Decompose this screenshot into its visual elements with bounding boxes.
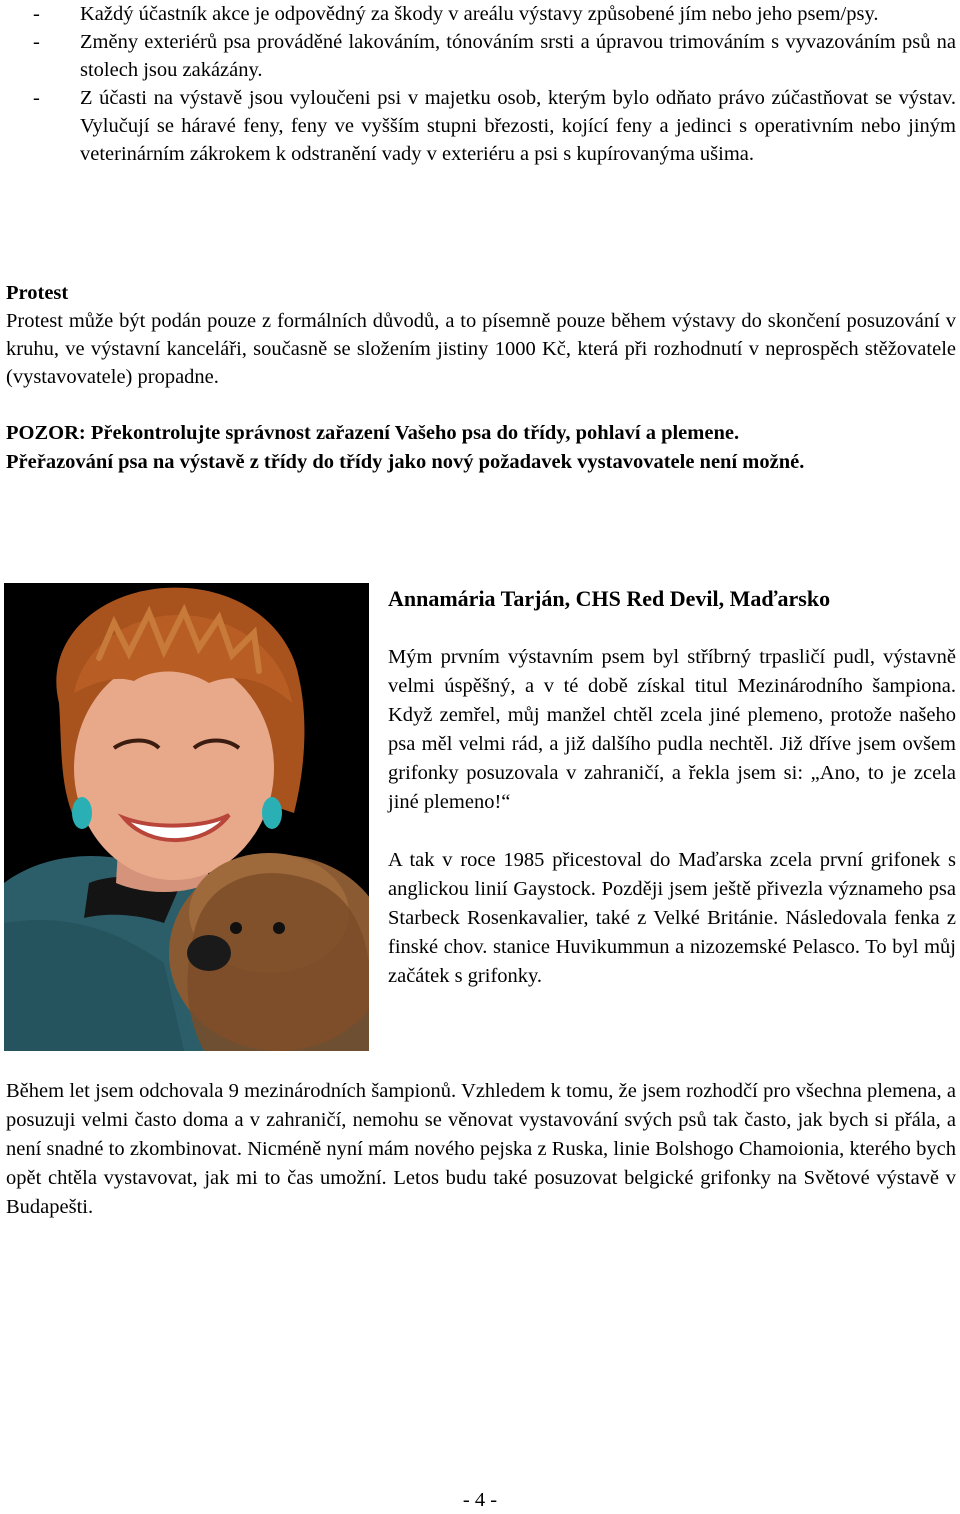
judge-bio-paragraph-3: Během let jsem odchovala 9 mezinárodních šampionů. Vzhledem k tomu, že jsem rozhodčí pro všechna plemena, a posuzuji velmi často doma a v zahraničí, nemohu se věnovat vystavování svých psů tak často, jak bych si přála, a není snadné to zkombinovat. Nicméně nyní mám nového pejska z Ruska, linie Bolshogo Chamoionia, kterého bych opět chtěla vystavovat, jak mi to čas umožní. Letos budu také posuzovat belgické grifonky na Světové výstavě v Budapešti.	[6, 1080, 956, 1218]
rule-item	[6, 84, 956, 168]
list-dash: -	[33, 31, 40, 53]
protest-heading: Protest	[6, 282, 69, 304]
warning-line-2: Přeřazování psa na výstavě z třídy do třídy jako nový požadavek vystavovatele není možné.	[6, 451, 805, 473]
judge-bio-paragraph-2: A tak v roce 1985 přicestoval do Maďarska zcela první grifonek s anglickou linií Gaystock. Později jsem ještě přivezla význameho psa Starbeck Rosenkavalier, také z Velké Británie. Následovala fenka z finské chov. stanice Huvikummun a nizozemské Pelasco. To byl můj začátek s grifonky.	[388, 849, 956, 987]
page-number: - 4 -	[462, 1489, 498, 1511]
list-dash: -	[33, 3, 40, 25]
judge-bio-paragraph-1: Mým prvním výstavním psem byl stříbrný trpasličí pudl, výstavně velmi úspěšný, a v té době získal titul Mezinárodního šampiona. Když zemřel, můj manžel chtěl zcela jiné plemeno, protože našeho psa měl velmi rád, a již dalšího pudla nechtěl. Již dříve jsem ovšem grifonky posuzovala v zahraničí, a řekla jsem si: „Ano, to je zcela jiné plemeno!“	[388, 646, 956, 813]
warning-notice	[6, 419, 956, 477]
warning-line-1: POZOR: Překontrolujte správnost zařazení Vašeho psa do třídy, pohlaví a plemene.	[6, 422, 740, 444]
rule-text: Změny exteriérů psa prováděné lakováním, tónováním srsti a úpravou trimováním s vyvazováním psů na stolech jsou zakázány.	[80, 31, 956, 81]
rule-item	[6, 28, 956, 84]
protest-paragraph: Protest může být podán pouze z formálních důvodů, a to písemně pouze během výstavy do skončení posuzování v kruhu, ve výstavní kanceláři, současně se složením jistiny 1000 Kč, která při rozhodnutí v neprospěch stěžovatele (vystavovatele) propadne.	[6, 310, 956, 388]
rule-text: Každý účastník akce je odpovědný za škody v areálu výstavy způsobené jím nebo jeho psem/psy.	[80, 3, 879, 25]
judge-bio-column	[388, 584, 956, 1020]
judge-name: Annamária Tarján, CHS Red Devil, Maďarsko	[388, 586, 831, 611]
list-dash: -	[33, 87, 40, 109]
rules-list	[6, 0, 956, 168]
portrait-photo-icon	[4, 583, 369, 1051]
rule-item	[6, 0, 956, 28]
rule-text: Z účasti na výstavě jsou vyloučeni psi v majetku osob, kterým bylo odňato právo zúčastňovat se výstav. Vylučují se háravé feny, feny ve vyšším stupni březosti, kojící feny a jedinci s operativním nebo jiným veterinárním zákrokem k odstranění vady v exteriéru a psi s kupírovanýma ušima.	[80, 87, 956, 165]
